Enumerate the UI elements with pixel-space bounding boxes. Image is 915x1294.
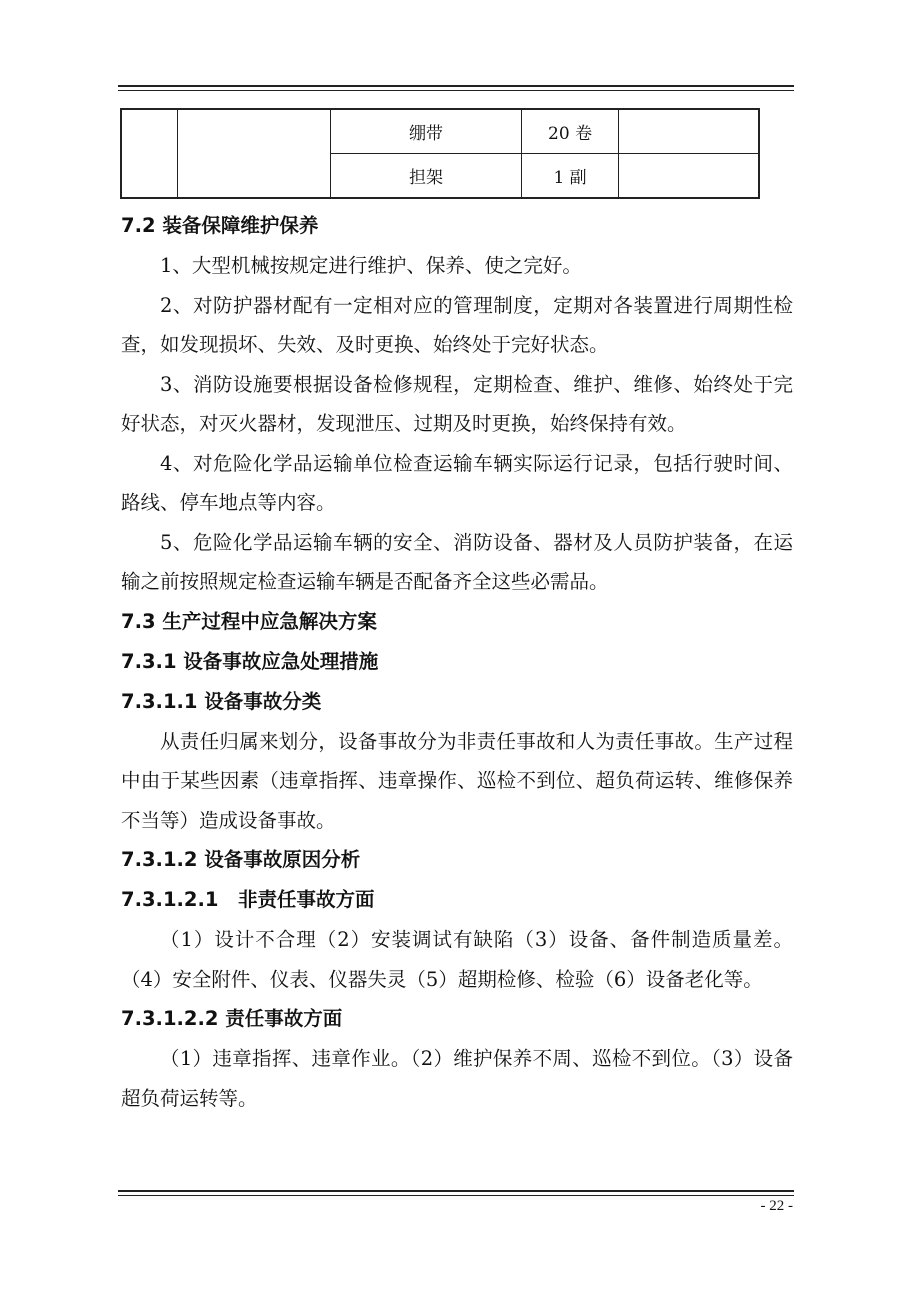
equipment-table — [120, 108, 760, 199]
paragraph: 从责任归属来划分，设备事故分为非责任事故和人为责任事故。生产过程中由于某些因素（违章指挥、违章操作、巡检不到位、超负荷运转、维修保养不当等）造成设备事故。 — [121, 729, 793, 832]
paragraph: 1、大型机械按规定进行维护、保养、使之完好。 — [160, 254, 582, 277]
section-heading: 7.3.1.2.2 责任事故方面 — [121, 1007, 343, 1030]
header-rule — [118, 85, 794, 91]
paragraph: （1）设计不合理（2）安装调试有缺陷（3）设备、备件制造质量差。（4）安全附件、仪表、仪器失灵（5）超期检修、检验（6）设备老化等。 — [121, 928, 793, 991]
table-cell-empty — [121, 109, 178, 198]
footer-rule — [118, 1190, 794, 1196]
table-row — [121, 109, 759, 154]
section-heading: 7.3 生产过程中应急解决方案 — [121, 609, 377, 633]
table-cell-empty — [178, 109, 330, 198]
table-cell-item: 担架 — [330, 154, 521, 199]
table-cell-qty: 1 副 — [522, 154, 619, 199]
table-cell-qty: 20 卷 — [522, 109, 619, 154]
table-cell-note — [618, 154, 759, 199]
paragraph: 2、对防护器材配有一定相对应的管理制度，定期对各装置进行周期性检查，如发现损坏、失效、及时更换、始终处于完好状态。 — [121, 293, 793, 356]
document-body — [121, 206, 793, 1118]
table-cell-note — [618, 109, 759, 154]
section-heading: 7.3.1 设备事故应急处理措施 — [121, 649, 379, 673]
section-heading: 7.3.1.1 设备事故分类 — [121, 689, 322, 713]
paragraph: 5、危险化学品运输车辆的安全、消防设备、器材及人员防护装备，在运输之前按照规定检查运输车辆是否配备齐全这些必需品。 — [121, 530, 793, 593]
page-number: - 22 - — [760, 1198, 793, 1214]
paragraph: 3、消防设施要根据设备检修规程，定期检查、维护、维修、始终处于完好状态，对灭火器材，发现泄压、过期及时更换，始终保持有效。 — [121, 372, 793, 435]
paragraph: 4、对危险化学品运输单位检查运输车辆实际运行记录，包括行驶时间、路线、停车地点等内容。 — [121, 451, 793, 514]
paragraph: （1）违章指挥、违章作业。（2）维护保养不周、巡检不到位。（3）设备超负荷运转等。 — [121, 1047, 793, 1110]
table-cell-item: 绷带 — [330, 109, 521, 154]
section-heading: 7.3.1.2 设备事故原因分析 — [121, 848, 361, 871]
section-heading: 7.3.1.2.1 非责任事故方面 — [121, 888, 375, 911]
section-heading: 7.2 装备保障维护保养 — [121, 214, 319, 237]
